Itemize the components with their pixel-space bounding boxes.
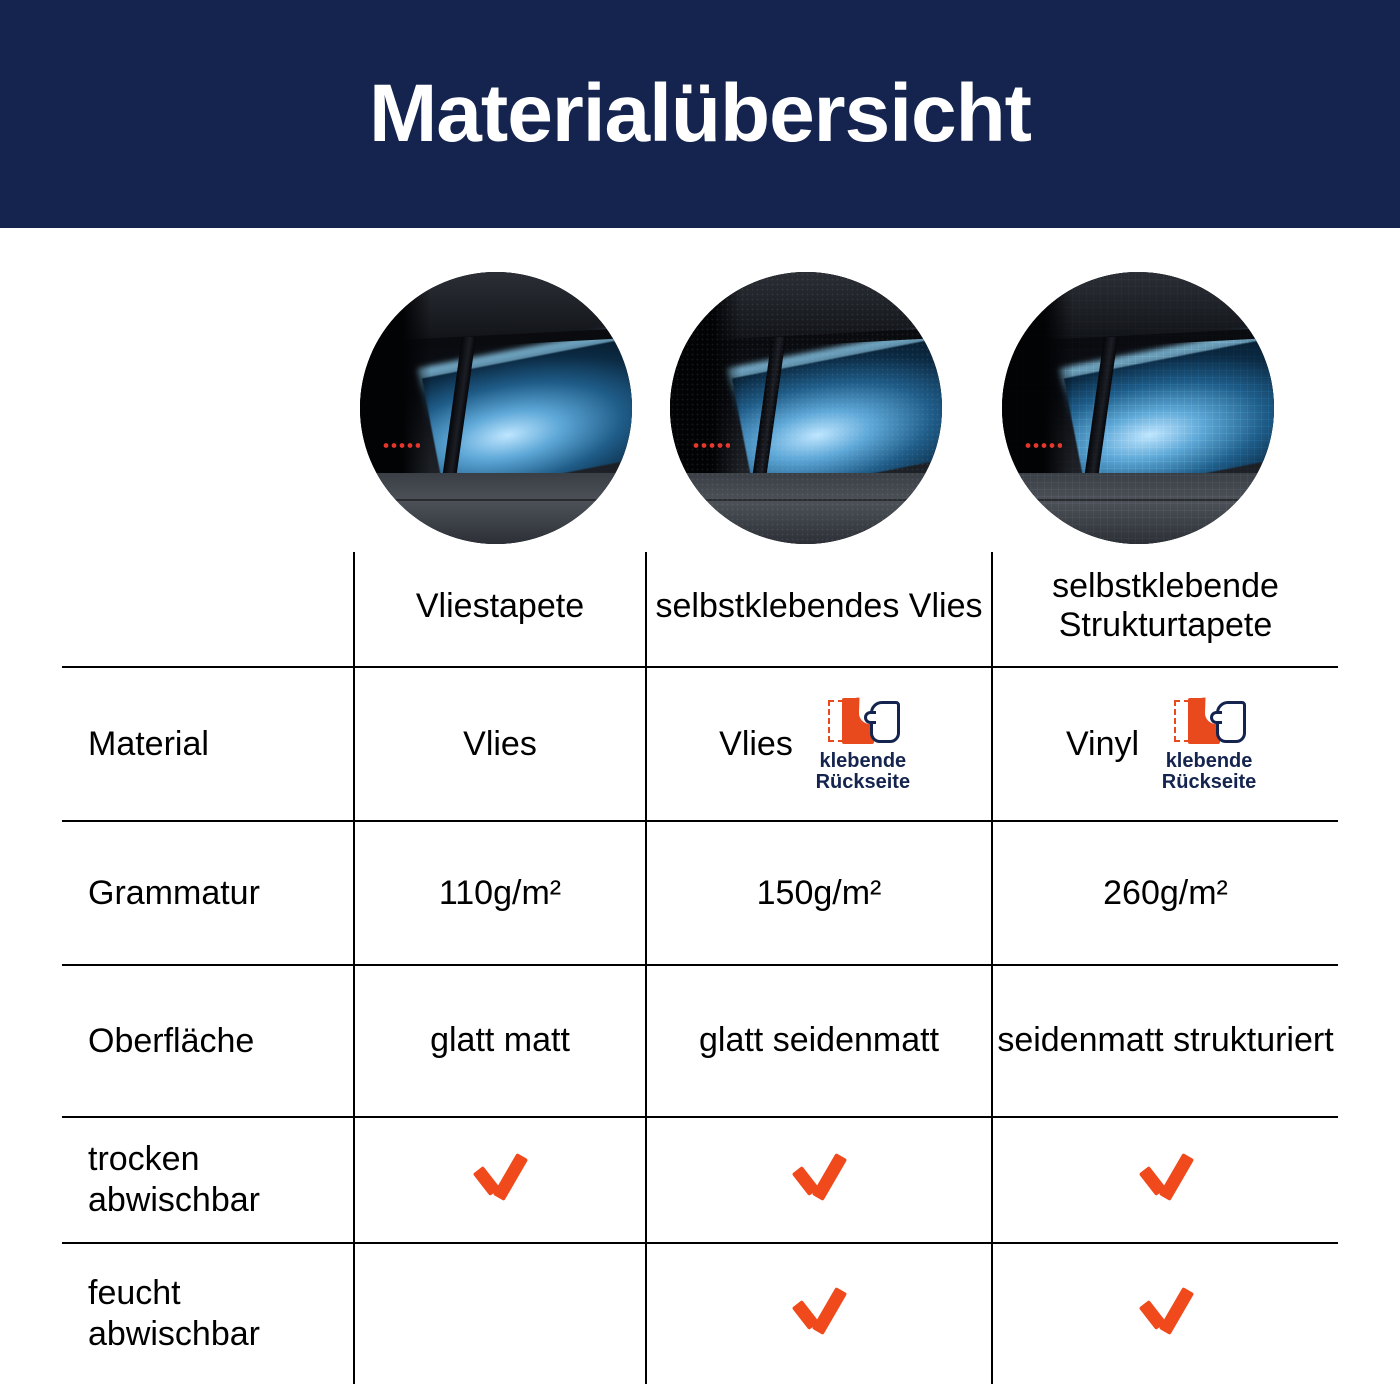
column-header-selbstklebendes-vlies: selbstklebendes Vlies — [646, 552, 992, 667]
selbstklebende-strukturtapete-preview — [1002, 272, 1274, 544]
adhesive-back-icon — [826, 696, 900, 748]
cell-grammatur-selbstklebendes-vlies: 150g/m² — [646, 821, 992, 965]
check-icon — [790, 1287, 848, 1333]
material-comparison-table — [62, 552, 1338, 1384]
table-header-row — [62, 552, 1338, 667]
scene-indicator-lights — [692, 443, 730, 448]
vliestapete-preview — [360, 272, 632, 544]
scene-indicator-lights — [382, 443, 420, 448]
cell-grammatur-selbstklebende-strukturtapete: 260g/m² — [992, 821, 1338, 965]
scene-indicator-lights — [1024, 443, 1062, 448]
column-header-selbstklebende-strukturtapete: selbstklebende Strukturtapete — [992, 552, 1338, 667]
table-row — [62, 965, 1338, 1117]
cell-feucht-vliestapete — [354, 1243, 646, 1384]
row-label-grammatur: Grammatur — [62, 821, 354, 965]
cell-feucht-selbstklebendes-vlies — [646, 1243, 992, 1384]
cell-material-selbstklebendes-vlies — [646, 667, 992, 821]
column-header-vliestapete: Vliestapete — [354, 552, 646, 667]
cell-trocken-vliestapete — [354, 1117, 646, 1243]
klebende-rueckseite-badge — [1153, 696, 1265, 793]
badge-line-1: klebende — [819, 749, 907, 772]
row-label-oberflaeche: Oberfläche — [62, 965, 354, 1117]
cell-trocken-selbstklebendes-vlies — [646, 1117, 992, 1243]
cell-oberflaeche-selbstklebendes-vlies: glatt seidenmatt — [646, 965, 992, 1117]
check-icon — [471, 1153, 529, 1199]
table-row — [62, 821, 1338, 965]
badge-line-2: Rückseite — [815, 770, 911, 793]
cell-value: Vlies — [719, 724, 793, 763]
row-label-material: Material — [62, 667, 354, 821]
cell-feucht-selbstklebende-strukturtapete — [992, 1243, 1338, 1384]
selbstklebendes-vlies-preview — [670, 272, 942, 544]
cell-material-selbstklebende-strukturtapete — [992, 667, 1338, 821]
scene-floor — [670, 473, 942, 544]
scene-floor — [360, 473, 632, 544]
scene-shadow — [670, 272, 741, 495]
page-title: Materialübersicht — [369, 68, 1031, 159]
cell-trocken-selbstklebende-strukturtapete — [992, 1117, 1338, 1243]
cell-value: Vinyl — [1065, 724, 1140, 763]
klebende-rueckseite-badge — [807, 696, 919, 793]
cell-oberflaeche-vliestapete: glatt matt — [354, 965, 646, 1117]
scene-shadow — [360, 272, 431, 495]
badge-line-2: Rückseite — [1161, 770, 1257, 793]
scene-floor — [1002, 473, 1274, 544]
cell-oberflaeche-selbstklebende-strukturtapete: seidenmatt strukturiert — [992, 965, 1338, 1117]
table-row — [62, 1243, 1338, 1384]
thumbnail-row — [352, 272, 1336, 552]
badge-line-1: klebende — [1165, 749, 1253, 772]
row-label-feucht-abwischbar: feucht abwischbar — [88, 1273, 260, 1353]
table-corner-cell — [62, 552, 354, 667]
cell-material-vliestapete: Vlies — [354, 667, 646, 821]
adhesive-back-icon — [1172, 696, 1246, 748]
check-icon — [790, 1153, 848, 1199]
scene-shadow — [1002, 272, 1073, 495]
table-row — [62, 667, 1338, 821]
row-label-trocken-abwischbar: trocken abwischbar — [62, 1117, 354, 1243]
table-row — [62, 1117, 1338, 1243]
check-icon — [1137, 1287, 1195, 1333]
cell-grammatur-vliestapete: 110g/m² — [354, 821, 646, 965]
check-icon — [1137, 1153, 1195, 1199]
page-header — [0, 0, 1400, 228]
